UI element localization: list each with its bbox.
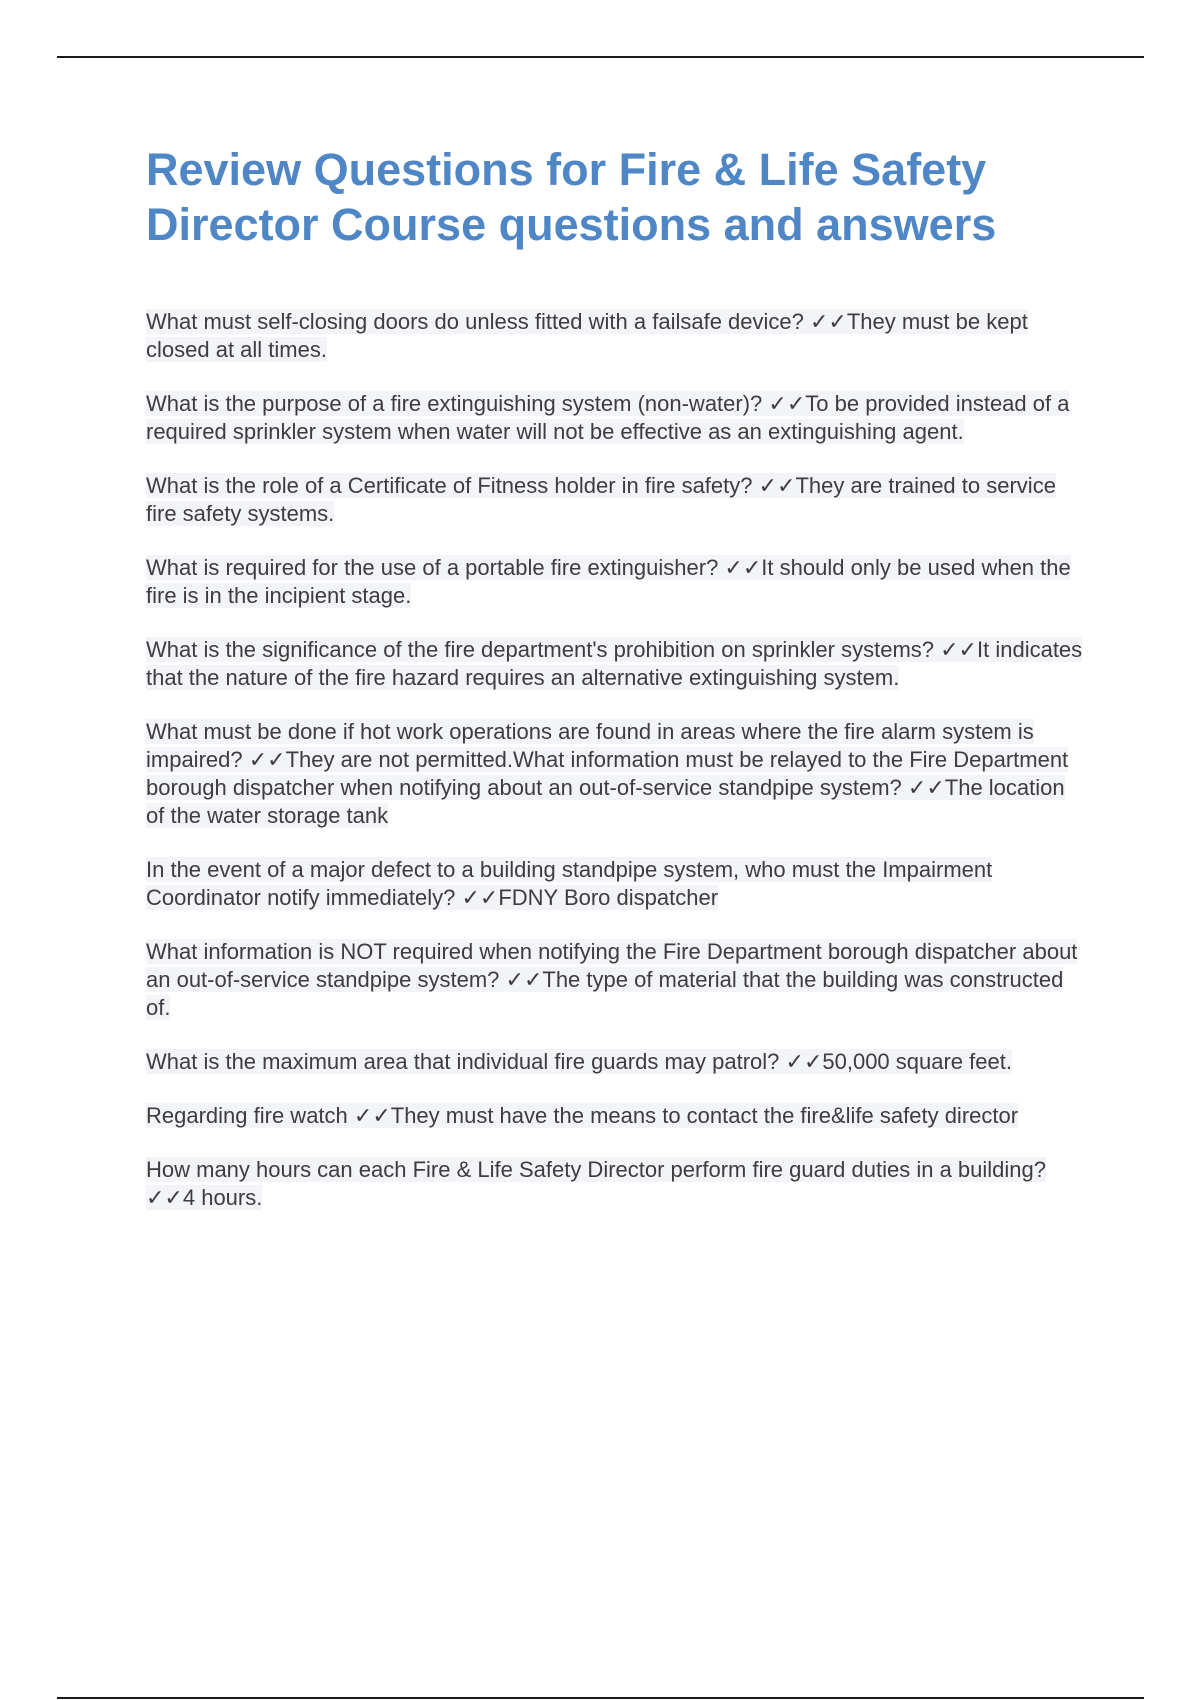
- qa-text: How many hours can each Fire & Life Safety Director perform fire guard duties in a building? ✓✓4 hours.: [146, 1157, 1046, 1210]
- qa-text: What must be done if hot work operations are found in areas where the fire alarm system is impaired? ✓✓They are not permitted.What information must be relayed to the Fire Department borough dispatcher when notifying about an out-of-service standpipe system? ✓✓The location of the water storage tank: [146, 719, 1069, 828]
- qa-item: [146, 390, 1086, 446]
- document-body: [146, 142, 1086, 1238]
- qa-text: What must self-closing doors do unless fitted with a failsafe device? ✓✓They must be kept closed at all times.: [146, 309, 1028, 362]
- qa-item: [146, 554, 1086, 610]
- qa-item: [146, 472, 1086, 528]
- qa-item: [146, 718, 1086, 830]
- top-rule: [57, 56, 1144, 58]
- qa-text: What information is NOT required when notifying the Fire Department borough dispatcher about an out-of-service standpipe system? ✓✓The type of material that the building was constructed of.: [146, 939, 1078, 1020]
- qa-text: Regarding fire watch ✓✓They must have the means to contact the fire&life safety director: [146, 1103, 1019, 1128]
- qa-text: What is the significance of the fire department's prohibition on sprinkler systems? ✓✓It indicates that the nature of the fire hazard requires an alternative extinguishing system.: [146, 637, 1083, 690]
- qa-text: What is the maximum area that individual fire guards may patrol? ✓✓50,000 square feet.: [146, 1049, 1012, 1074]
- qa-text: What is the role of a Certificate of Fitness holder in fire safety? ✓✓They are trained to service fire safety systems.: [146, 473, 1056, 526]
- qa-item: [146, 1048, 1086, 1076]
- qa-item: [146, 1102, 1086, 1130]
- qa-text: What is required for the use of a portable fire extinguisher? ✓✓It should only be used when the fire is in the incipient stage.: [146, 555, 1071, 608]
- qa-text: In the event of a major defect to a building standpipe system, who must the Impairment Coordinator notify immediately? ✓✓FDNY Boro dispatcher: [146, 857, 993, 910]
- qa-item: [146, 856, 1086, 912]
- document-title: Review Questions for Fire & Life Safety Director Course questions and answers: [146, 144, 997, 250]
- qa-item: [146, 1156, 1086, 1212]
- qa-text: What is the purpose of a fire extinguishing system (non-water)? ✓✓To be provided instead of a required sprinkler system when water will not be effective as an extinguishing agent.: [146, 391, 1070, 444]
- qa-list: [146, 308, 1086, 1212]
- bottom-rule: [57, 1697, 1144, 1699]
- qa-item: [146, 938, 1086, 1022]
- qa-item: [146, 308, 1086, 364]
- qa-item: [146, 636, 1086, 692]
